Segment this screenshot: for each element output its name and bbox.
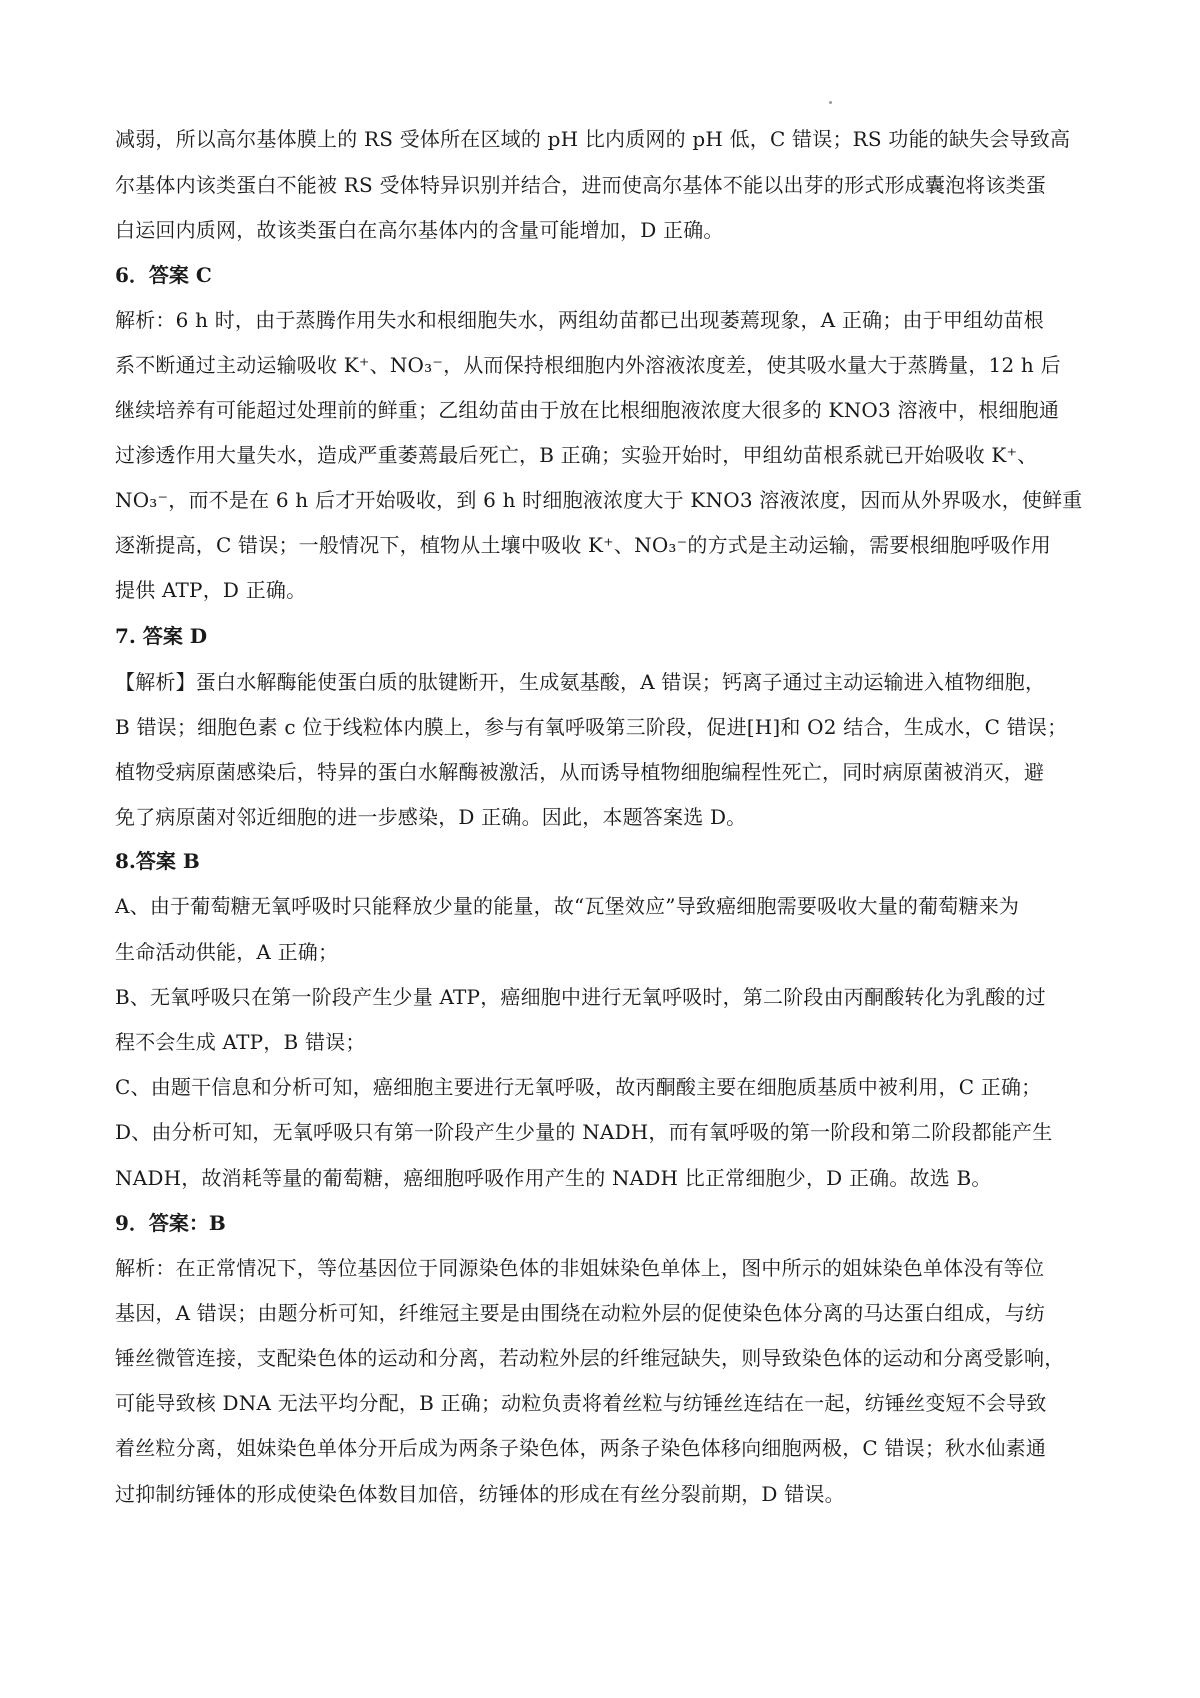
text-line: NO₃⁻，而不是在 6 h 后才开始吸收，到 6 h 时细胞液浓度大于 KNO3 溶液浓度，因而从外界吸水，使鲜重 xyxy=(115,488,1083,512)
text-line: 系不断通过主动运输吸收 K⁺、NO₃⁻，从而保持根细胞内外溶液浓度差，使其吸水量大于蒸腾量，12 h 后 xyxy=(115,353,1061,377)
answer-heading-7: 7. 答案 D xyxy=(115,624,208,648)
text-line: C、由题干信息和分析可知，癌细胞主要进行无氧呼吸，故丙酮酸主要在细胞质基质中被利用，C 正确； xyxy=(115,1075,1042,1099)
text-line: 解析：6 h 时，由于蒸腾作用失水和根细胞失水，两组幼苗都已出现萎蔫现象，A 正确；由于甲组幼苗根 xyxy=(115,308,1044,332)
text-line: 过抑制纺锤体的形成使染色体数目加倍，纺锤体的形成在有丝分裂前期，D 错误。 xyxy=(115,1482,845,1506)
text-line: 尔基体内该类蛋白不能被 RS 受体特异识别并结合，进而使高尔基体不能以出芽的形式形成囊泡将该类蛋 xyxy=(115,173,1047,197)
text-line: NADH，故消耗等量的葡萄糖，癌细胞呼吸作用产生的 NADH 比正常细胞少，D 正确。故选 B。 xyxy=(115,1166,992,1190)
answer-heading-9: 9．答案：B xyxy=(115,1211,226,1235)
text-line: 锤丝微管连接，支配染色体的运动和分离，若动粒外层的纤维冠缺失，则导致染色体的运动和分离受影响， xyxy=(115,1346,1065,1370)
scan-speck xyxy=(829,101,832,104)
text-line: A、由于葡萄糖无氧呼吸时只能释放少量的能量，故“瓦堡效应”导致癌细胞需要吸收大量的葡萄糖来为 xyxy=(115,894,1020,918)
text-line: 逐渐提高，C 错误；一般情况下，植物从土壤中吸收 K⁺、NO₃⁻的方式是主动运输，需要根细胞呼吸作用 xyxy=(115,533,1051,557)
answer-heading-8: 8.答案 B xyxy=(115,849,200,873)
text-line: 基因，A 错误；由题分析可知，纤维冠主要是由围绕在动粒外层的促使染色体分离的马达蛋白组成，与纺 xyxy=(115,1301,1046,1325)
text-line: B、无氧呼吸只在第一阶段产生少量 ATP，癌细胞中进行无氧呼吸时，第二阶段由丙酮酸转化为乳酸的过 xyxy=(115,985,1046,1009)
text-line: 免了病原菌对邻近细胞的进一步感染，D 正确。因此，本题答案选 D。 xyxy=(115,805,747,829)
text-line: 植物受病原菌感染后，特异的蛋白水解酶被激活，从而诱导植物细胞编程性死亡，同时病原菌被消灭，避 xyxy=(115,760,1045,784)
text-line: 减弱，所以高尔基体膜上的 RS 受体所在区域的 pH 比内质网的 pH 低，C 错误；RS 功能的缺失会导致高 xyxy=(115,127,1071,151)
text-line: 继续培养有可能超过处理前的鲜重；乙组幼苗由于放在比根细胞液浓度大很多的 KNO3 溶液中，根细胞通 xyxy=(115,398,1060,422)
text-line: 过渗透作用大量失水，造成严重萎蔫最后死亡，B 正确；实验开始时，甲组幼苗根系就已开始吸收 K⁺、 xyxy=(115,443,1038,467)
text-line: B 错误；细胞色素 c 位于线粒体内膜上，参与有氧呼吸第三阶段，促进[H]和 O2 结合，生成水，C 错误； xyxy=(115,715,1068,739)
text-line: 提供 ATP，D 正确。 xyxy=(115,578,307,602)
text-line: 程不会生成 ATP，B 错误； xyxy=(115,1030,366,1054)
text-line: D、由分析可知，无氧呼吸只有第一阶段产生少量的 NADH，而有氧呼吸的第一阶段和第二阶段都能产生 xyxy=(115,1120,1053,1144)
text-line: 可能导致核 DNA 无法平均分配，B 正确；动粒负责将着丝粒与纺锤丝连结在一起，纺锤丝变短不会导致 xyxy=(115,1391,1047,1415)
text-line: 着丝粒分离，姐妹染色单体分开后成为两条子染色体，两条子染色体移向细胞两极，C 错误；秋水仙素通 xyxy=(115,1436,1047,1460)
answer-heading-6: 6．答案 C xyxy=(115,263,212,287)
text-line: 白运回内质网，故该类蛋白在高尔基体内的含量可能增加，D 正确。 xyxy=(115,218,724,242)
text-line: 生命活动供能，A 正确； xyxy=(115,940,339,964)
text-line: 【解析】蛋白水解酶能使蛋白质的肽键断开，生成氨基酸，A 错误；钙离子通过主动运输进入植物细胞， xyxy=(115,670,1046,694)
text-line: 解析：在正常情况下，等位基因位于同源染色体的非姐妹染色单体上，图中所示的姐妹染色单体没有等位 xyxy=(115,1256,1045,1280)
